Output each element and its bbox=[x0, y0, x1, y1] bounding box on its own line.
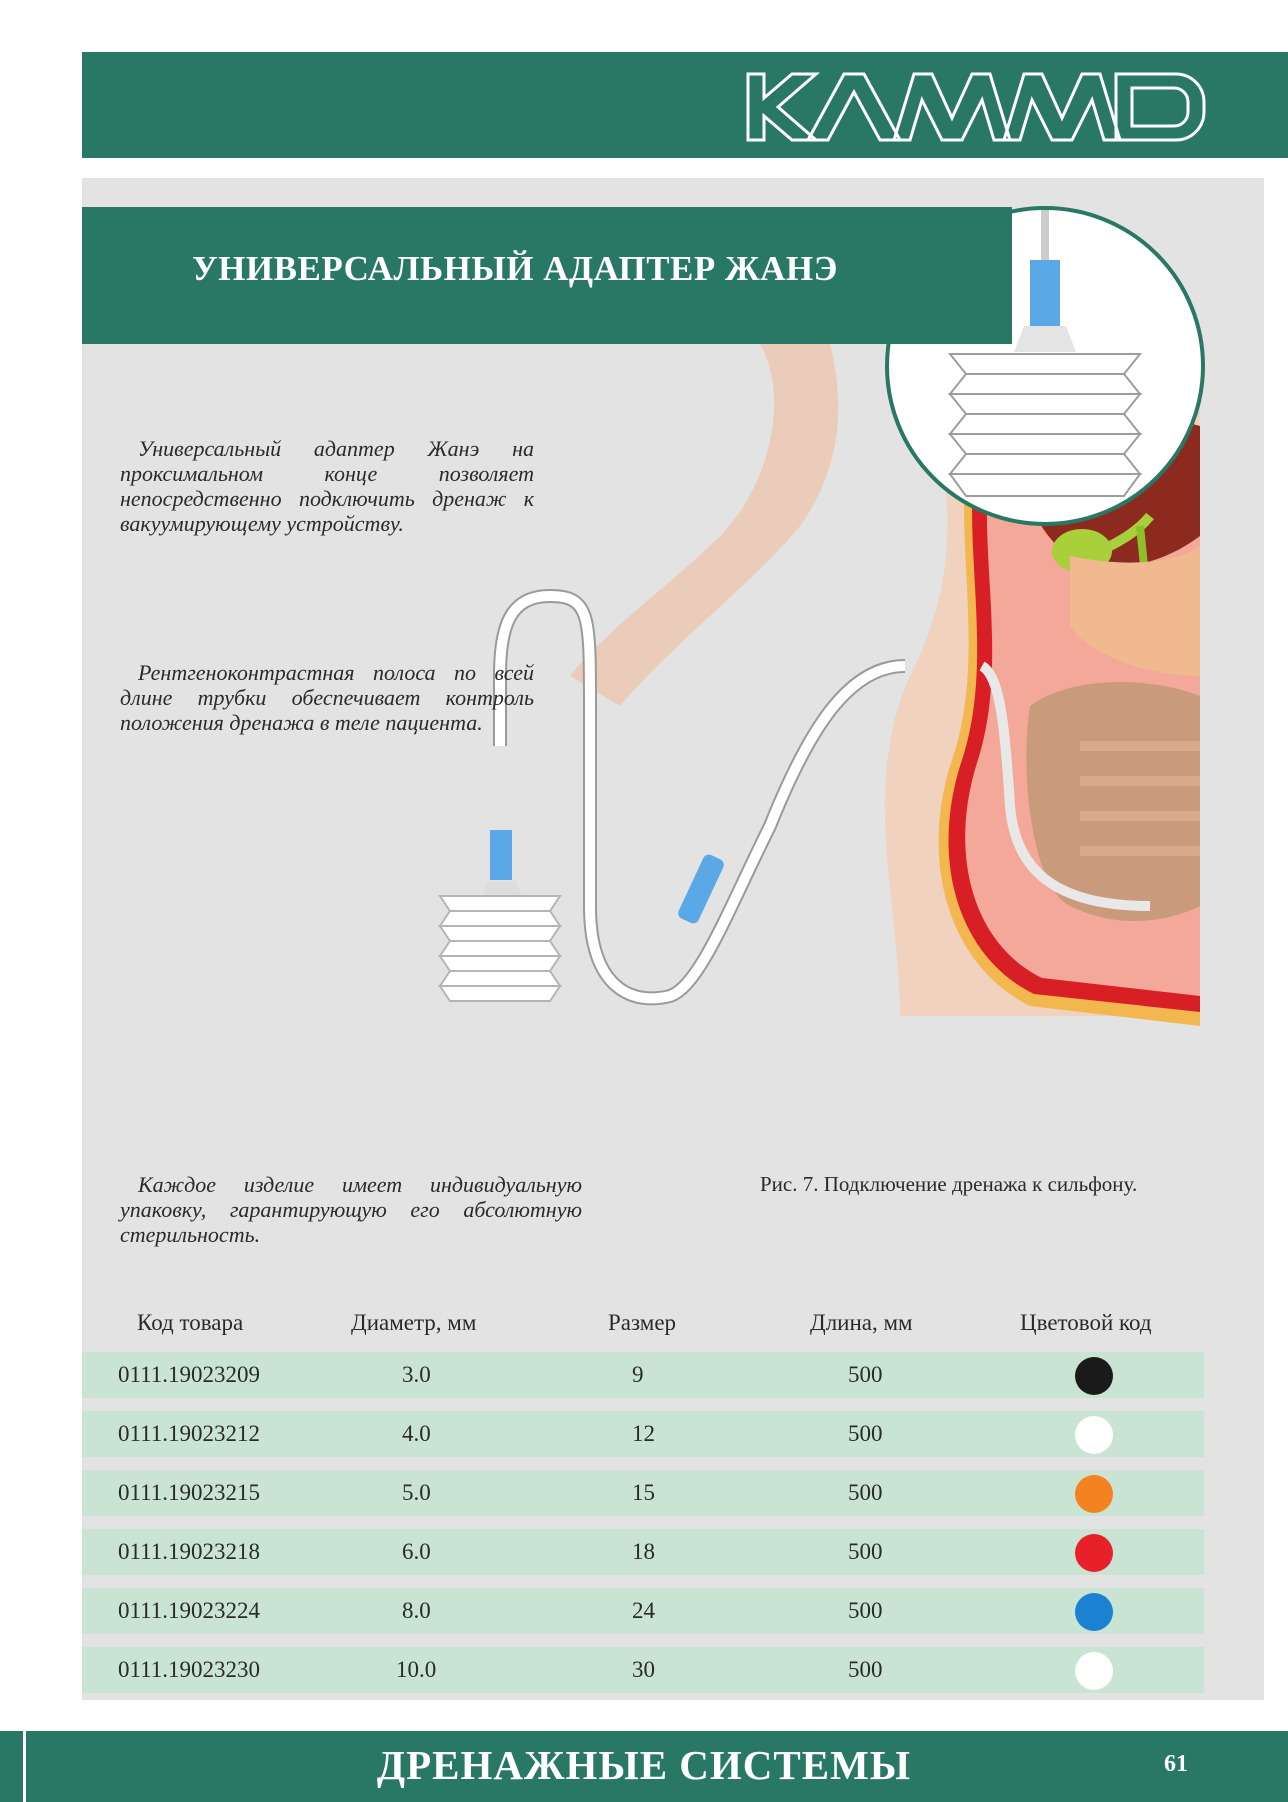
description-radiopaque: Рентгеноконтрастная полоса по всей длине трубки обеспечивает контроль положения дренажа в теле пациента. bbox=[120, 660, 534, 735]
cell-code: 0111.19023230 bbox=[118, 1657, 261, 1682]
header-code: Код товара bbox=[137, 1310, 244, 1335]
cell-diameter: 8.0 bbox=[402, 1598, 431, 1623]
cell-code: 0111.19023212 bbox=[118, 1421, 261, 1446]
cell-length: 500 bbox=[848, 1480, 883, 1505]
page-title: УНИВЕРСАЛЬНЫЙ АДАПТЕР ЖАНЭ bbox=[192, 249, 838, 288]
table-row bbox=[82, 1588, 1204, 1634]
page-number: 61 bbox=[1164, 1751, 1188, 1777]
cell-code: 0111.19023218 bbox=[118, 1539, 261, 1564]
cell-size: 9 bbox=[632, 1362, 644, 1387]
header-diameter: Диаметр, мм bbox=[351, 1310, 477, 1335]
cell-code: 0111.19023209 bbox=[118, 1362, 261, 1387]
figure-caption: Рис. 7. Подключение дренажа к сильфону. bbox=[760, 1172, 1138, 1196]
table-row bbox=[82, 1352, 1204, 1398]
table-row bbox=[82, 1411, 1204, 1457]
color-code-dot bbox=[1075, 1475, 1113, 1513]
color-code-dot bbox=[1075, 1357, 1113, 1395]
cell-size: 30 bbox=[632, 1657, 655, 1682]
table-row bbox=[82, 1470, 1204, 1516]
description-adapter: Универсальный адаптер Жанэ на проксимальном конце позволяет непосредственно подключить дренаж к вакуумирующему устройству. bbox=[120, 436, 534, 536]
header-bar bbox=[82, 52, 1288, 158]
header-length: Длина, мм bbox=[810, 1310, 913, 1335]
cell-size: 15 bbox=[632, 1480, 655, 1505]
cell-size: 24 bbox=[632, 1598, 655, 1623]
cell-diameter: 3.0 bbox=[402, 1362, 431, 1387]
footer-bar bbox=[0, 1731, 1288, 1802]
cell-size: 12 bbox=[632, 1421, 655, 1446]
drainage-illustration bbox=[430, 206, 1210, 1176]
cell-length: 500 bbox=[848, 1421, 883, 1446]
table-header bbox=[82, 1310, 1204, 1350]
color-code-dot bbox=[1075, 1652, 1113, 1690]
color-code-dot bbox=[1075, 1593, 1113, 1631]
cell-diameter: 6.0 bbox=[402, 1539, 431, 1564]
cell-code: 0111.19023224 bbox=[118, 1598, 261, 1623]
cell-length: 500 bbox=[848, 1539, 883, 1564]
cell-diameter: 4.0 bbox=[402, 1421, 431, 1446]
header-color: Цветовой код bbox=[1020, 1310, 1152, 1335]
cell-length: 500 bbox=[848, 1362, 883, 1387]
footer-title: ДРЕНАЖНЫЕ СИСТЕМЫ bbox=[376, 1742, 912, 1788]
table-row bbox=[82, 1529, 1204, 1575]
color-code-dot bbox=[1075, 1534, 1113, 1572]
cell-diameter: 10.0 bbox=[396, 1657, 437, 1682]
kammed-logo bbox=[746, 72, 1206, 142]
cell-diameter: 5.0 bbox=[402, 1480, 431, 1505]
cell-size: 18 bbox=[632, 1539, 655, 1564]
header-size: Размер bbox=[608, 1310, 677, 1335]
cell-length: 500 bbox=[848, 1598, 883, 1623]
cell-code: 0111.19023215 bbox=[118, 1480, 261, 1505]
title-band bbox=[82, 207, 1012, 344]
cell-length: 500 bbox=[848, 1657, 883, 1682]
color-code-dot bbox=[1075, 1416, 1113, 1454]
description-sterility: Каждое изделие имеет индивидуальную упаковку, гарантирующую его абсолютную стерильность. bbox=[120, 1172, 582, 1247]
table-row bbox=[82, 1647, 1204, 1693]
